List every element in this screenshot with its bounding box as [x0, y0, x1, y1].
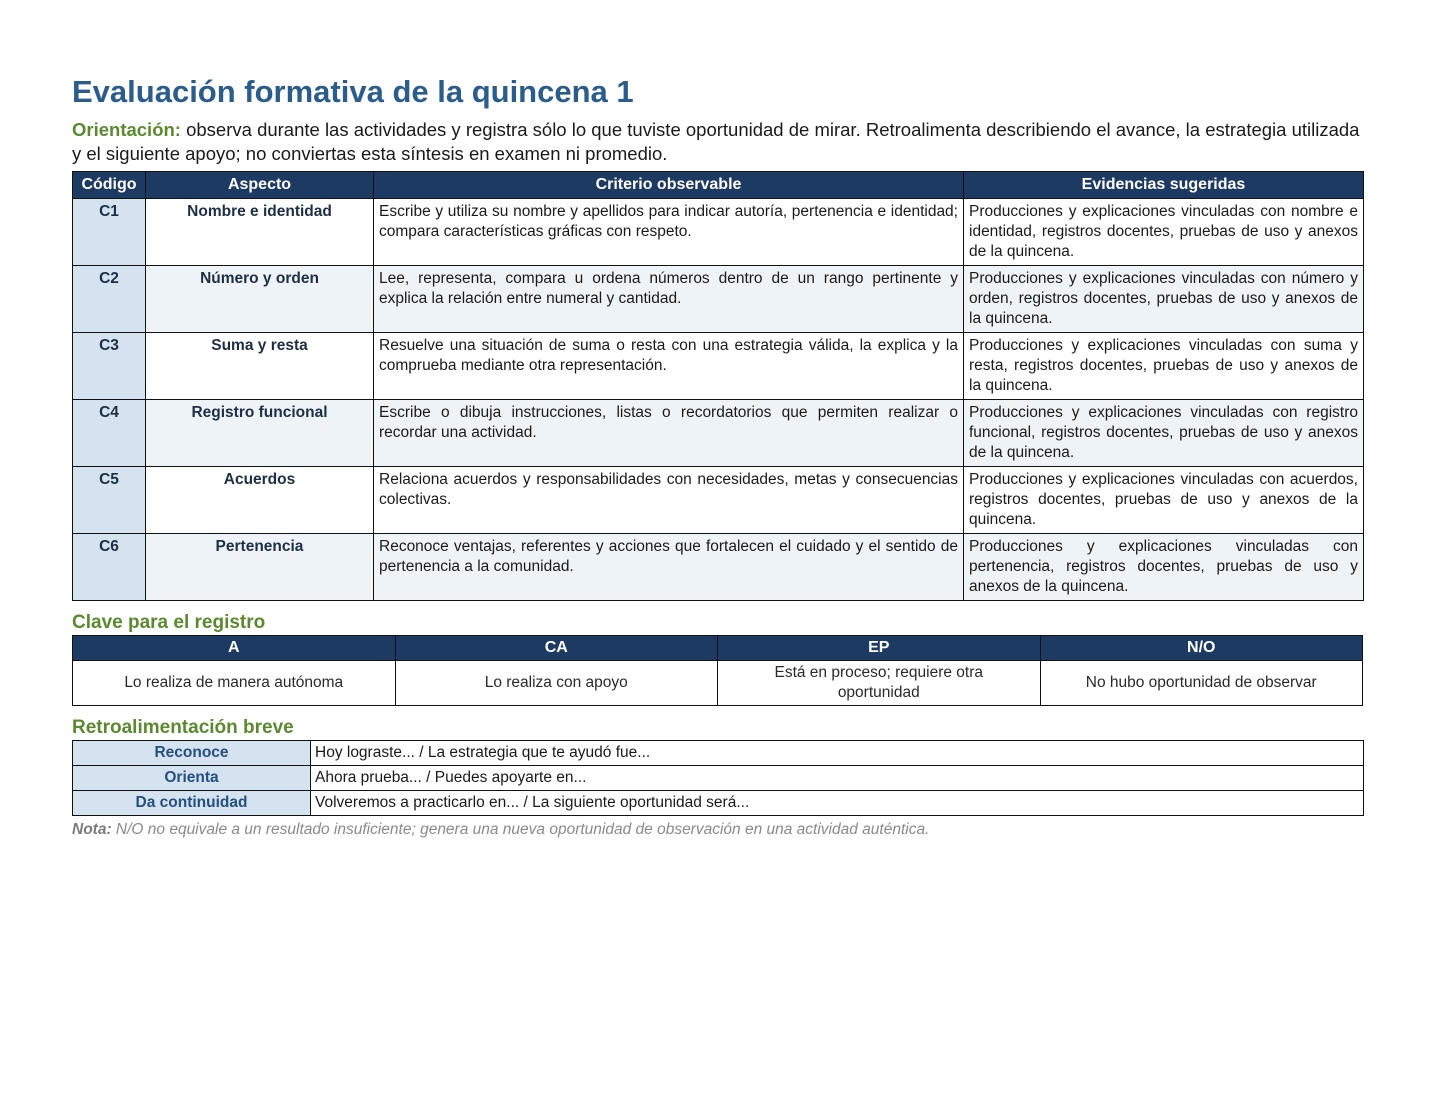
- criterion-evidence: Producciones y explicaciones vinculadas con acuerdos, registros docentes, pruebas de uso y anexos de la quincena.: [964, 467, 1364, 534]
- key-section-title: Clave para el registro: [72, 612, 266, 633]
- feedback-table: [72, 740, 1364, 816]
- criterion-description: Escribe y utiliza su nombre y apellidos para indicar autoría, pertenencia e identidad; compara características gráficas con respeto.: [374, 199, 964, 266]
- criterion-description: Escribe o dibuja instrucciones, listas o recordatorios que permiten realizar o recordar una actividad.: [374, 400, 964, 467]
- feedback-row: [73, 791, 1364, 816]
- header-evidence: Evidencias sugeridas: [964, 172, 1364, 199]
- criterion-description: Lee, representa, compara u ordena números dentro de un rango pertinente y explica la relación entre numeral y cantidad.: [374, 266, 964, 333]
- criterion-description: Resuelve una situación de suma o resta con una estrategia válida, la explica y la comprueba mediante otra representación.: [374, 333, 964, 400]
- criterion-code: C1: [73, 199, 146, 266]
- footnote-label: Nota:: [72, 821, 112, 838]
- criteria-row: [73, 266, 1364, 333]
- key-header-ep: EP: [718, 636, 1041, 661]
- criterion-evidence: Producciones y explicaciones vinculadas con nombre e identidad, registros docentes, pruebas de uso y anexos de la quincena.: [964, 199, 1364, 266]
- orientation-paragraph: [72, 118, 1363, 166]
- criterion-code: C2: [73, 266, 146, 333]
- criteria-header-row: [73, 172, 1364, 199]
- key-description-a: Lo realiza de manera autónoma: [73, 661, 396, 706]
- footnote: [72, 821, 1363, 839]
- document-page: [72, 70, 1363, 839]
- criteria-table: [72, 171, 1364, 601]
- criterion-aspect: Pertenencia: [146, 534, 374, 601]
- key-description-ep: Está en proceso; requiere otra oportunidad: [718, 661, 1041, 706]
- key-header-a: A: [73, 636, 396, 661]
- criterion-code: C6: [73, 534, 146, 601]
- criterion-code: C4: [73, 400, 146, 467]
- criterion-code: C3: [73, 333, 146, 400]
- key-description-ca: Lo realiza con apoyo: [395, 661, 718, 706]
- criterion-description: Reconoce ventajas, referentes y acciones que fortalecen el cuidado y el sentido de pertenencia a la comunidad.: [374, 534, 964, 601]
- key-header-no: N/O: [1040, 636, 1363, 661]
- page-title: Evaluación formativa de la quincena 1: [72, 74, 634, 109]
- criterion-evidence: Producciones y explicaciones vinculadas con suma y resta, registros docentes, pruebas de uso y anexos de la quincena.: [964, 333, 1364, 400]
- feedback-text: Volveremos a practicarlo en... / La siguiente oportunidad será...: [311, 791, 1364, 816]
- criterion-aspect: Acuerdos: [146, 467, 374, 534]
- feedback-label: Da continuidad: [73, 791, 311, 816]
- footnote-text: N/O no equivale a un resultado insuficiente; genera una nueva oportunidad de observación en una actividad auténtica.: [111, 821, 930, 838]
- key-header-row: [73, 636, 1363, 661]
- feedback-label: Reconoce: [73, 741, 311, 766]
- criteria-row: [73, 400, 1364, 467]
- key-header-ca: CA: [395, 636, 718, 661]
- criterion-aspect: Número y orden: [146, 266, 374, 333]
- feedback-label: Orienta: [73, 766, 311, 791]
- criterion-description: Relaciona acuerdos y responsabilidades con necesidades, metas y consecuencias colectivas.: [374, 467, 964, 534]
- feedback-section-title: Retroalimentación breve: [72, 717, 294, 738]
- header-criterion: Criterio observable: [374, 172, 964, 199]
- criterion-aspect: Registro funcional: [146, 400, 374, 467]
- feedback-row: [73, 766, 1364, 791]
- criterion-code: C5: [73, 467, 146, 534]
- feedback-text: Ahora prueba... / Puedes apoyarte en...: [311, 766, 1364, 791]
- criterion-aspect: Nombre e identidad: [146, 199, 374, 266]
- feedback-row: [73, 741, 1364, 766]
- criterion-aspect: Suma y resta: [146, 333, 374, 400]
- key-description-row: [73, 661, 1363, 706]
- criteria-row: [73, 333, 1364, 400]
- orientation-label: Orientación:: [72, 119, 181, 140]
- header-aspect: Aspecto: [146, 172, 374, 199]
- header-code: Código: [73, 172, 146, 199]
- criterion-evidence: Producciones y explicaciones vinculadas con registro funcional, registros docentes, pruebas de uso y anexos de la quincena.: [964, 400, 1364, 467]
- key-description-no: No hubo oportunidad de observar: [1040, 661, 1363, 706]
- criteria-row: [73, 534, 1364, 601]
- feedback-text: Hoy lograste... / La estrategia que te ayudó fue...: [311, 741, 1364, 766]
- criterion-evidence: Producciones y explicaciones vinculadas con número y orden, registros docentes, pruebas de uso y anexos de la quincena.: [964, 266, 1364, 333]
- criteria-row: [73, 199, 1364, 266]
- orientation-text: observa durante las actividades y registra sólo lo que tuviste oportunidad de mirar. Retroalimenta describiendo el avance, la estrategia utilizada y el siguiente apoyo; no conviertas esta síntesis en examen ni promedio.: [72, 119, 1360, 164]
- key-table: [72, 635, 1363, 706]
- criteria-row: [73, 467, 1364, 534]
- criterion-evidence: Producciones y explicaciones vinculadas con pertenencia, registros docentes, pruebas de uso y anexos de la quincena.: [964, 534, 1364, 601]
